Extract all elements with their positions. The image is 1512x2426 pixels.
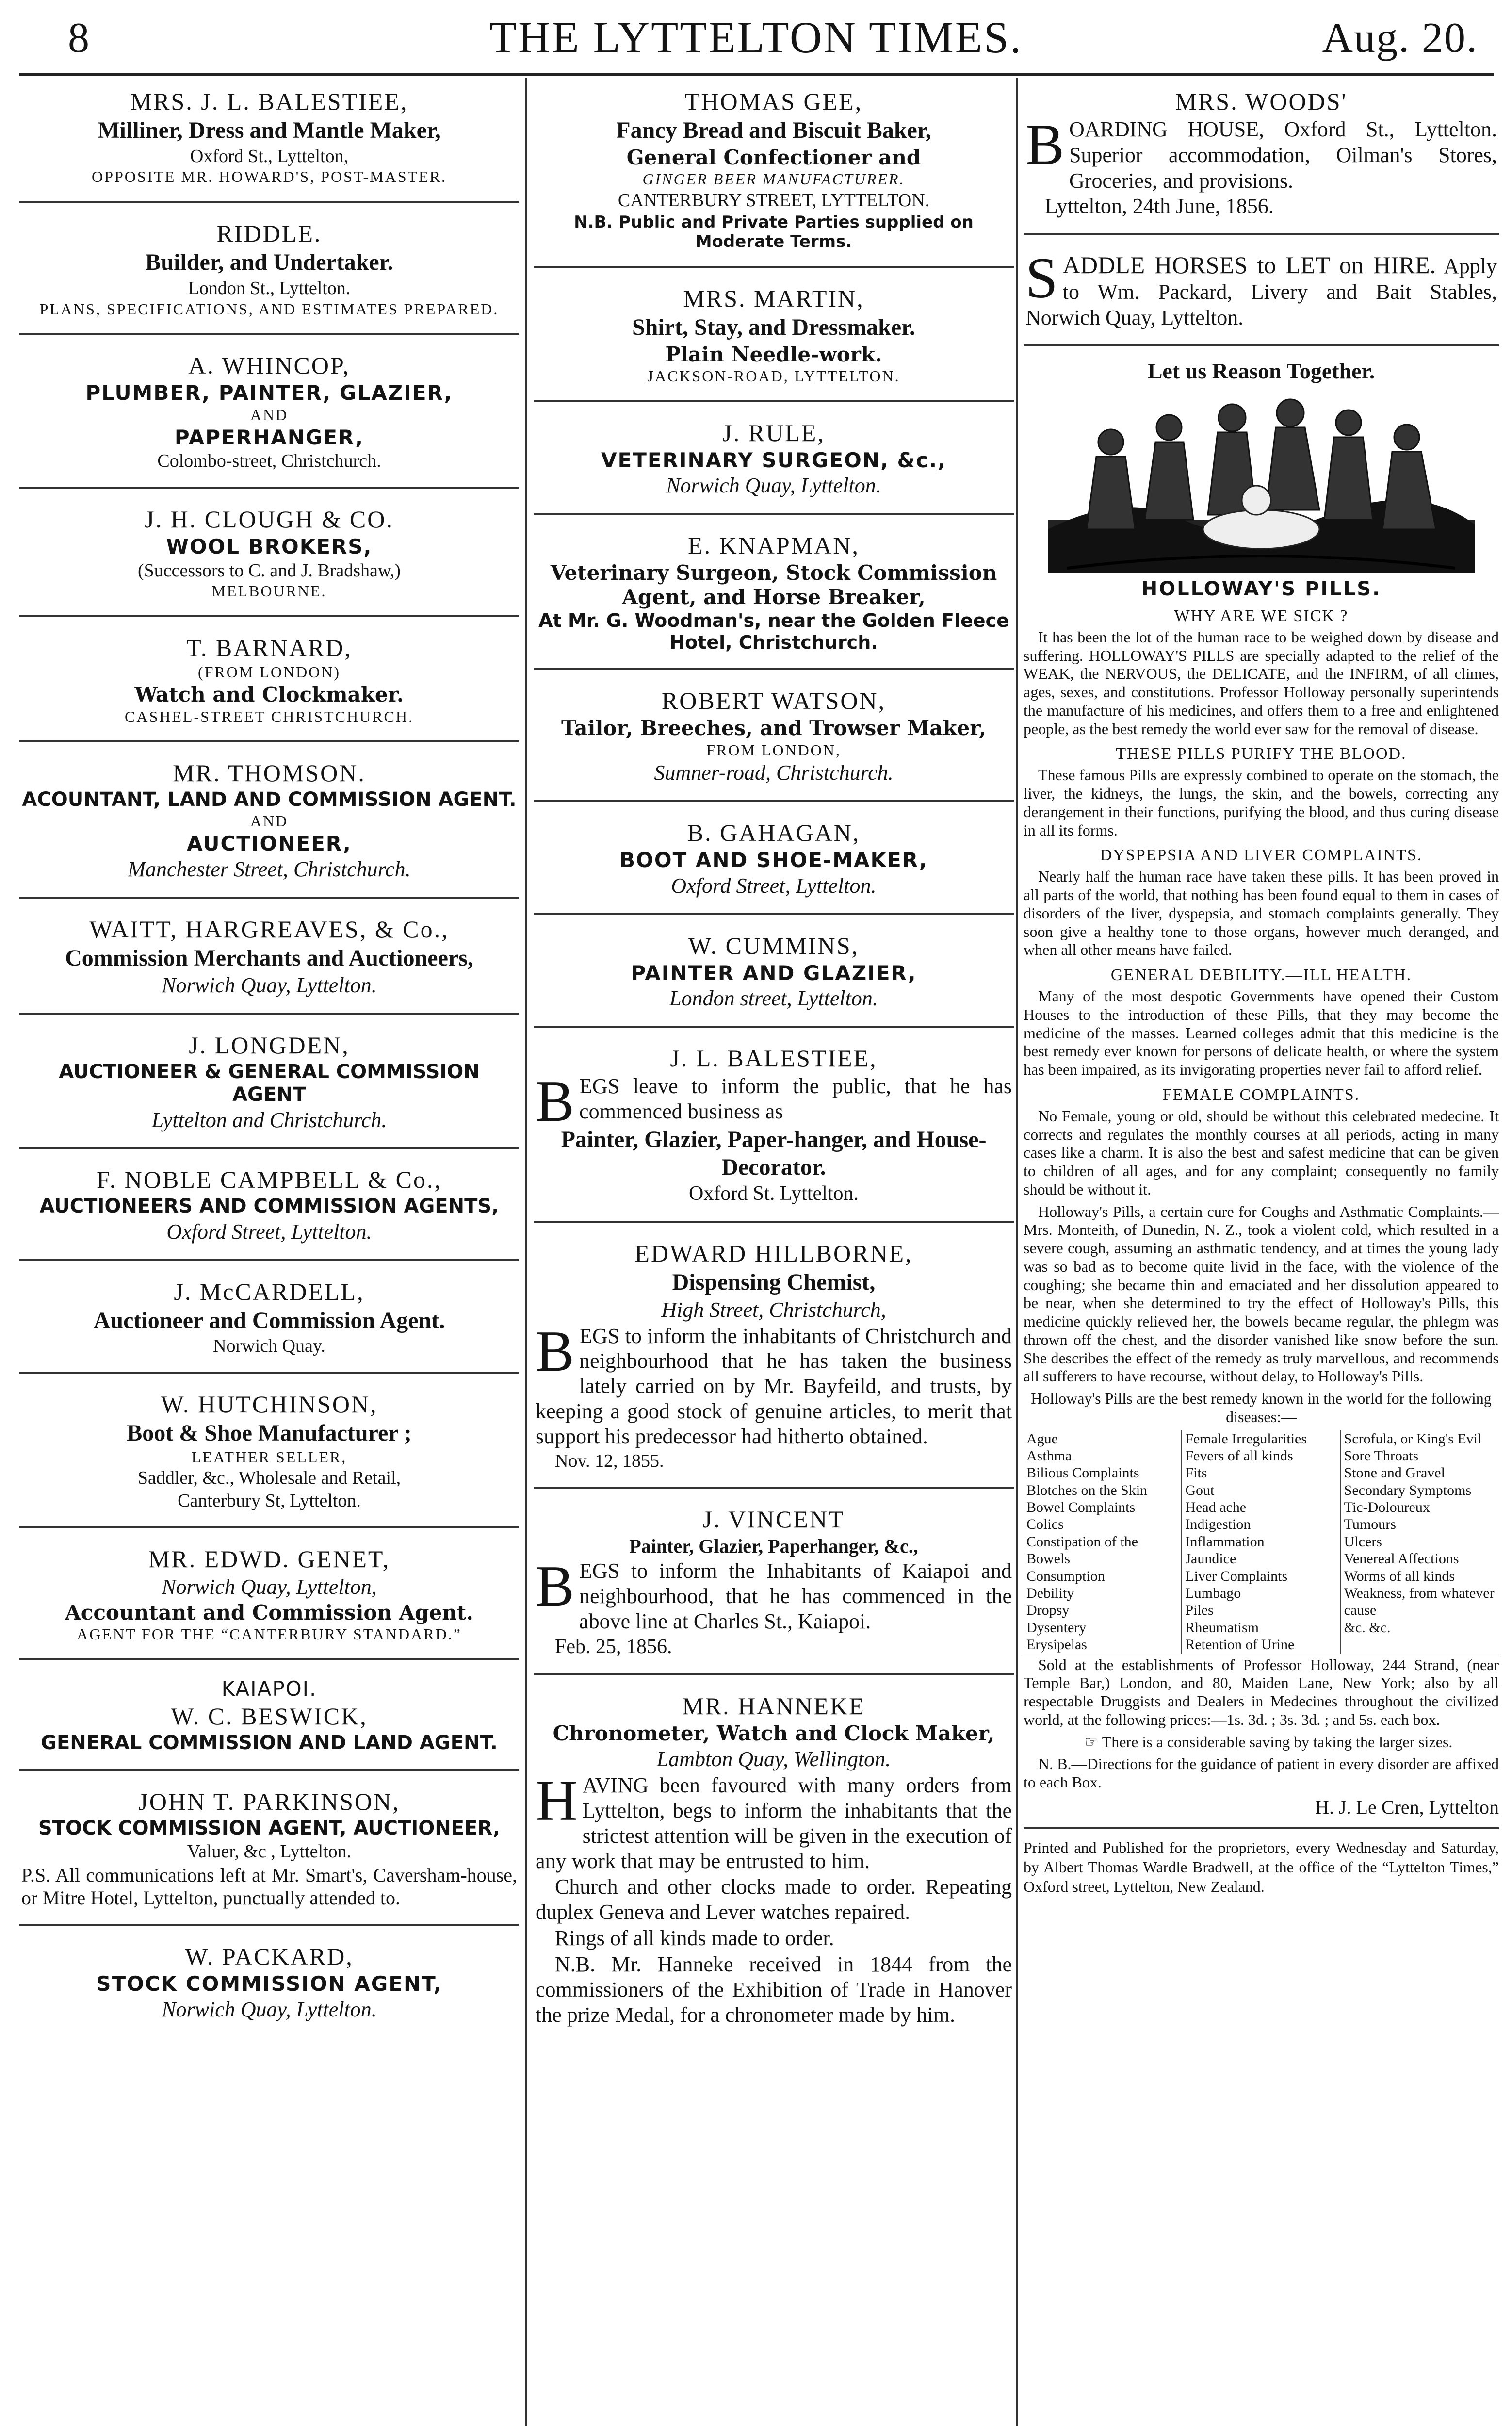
section-heading: DYSPEPSIA AND LIVER COMPLAINTS. [1100,846,1423,865]
advert-trade: Commission Merchants and Auctioneers, [65,945,473,971]
newspaper-title: THE LYTTELTON TIMES. [489,13,1023,62]
advert-name: RIDDLE. [216,220,322,247]
holloway-pills-advert [1024,358,1499,1819]
drop-cap: H [536,1768,578,1833]
list-item: Retention of Urine [1185,1637,1295,1653]
advert-and: AND [250,812,289,830]
paragraph: Holloway's Pills, a certain cure for Coughs and Asthmatic Complaints.—Mrs. Monteith, of Dunedin, N. Z., took a violent cold, which resulted in a severe cough, assuming an asthmatic tendency, and at times the young lady was so bad as to become quite livid in the face, with the violence of the coughing; she became thin and emaciated and her dissolution appeared to be near, when she determined to try the effect of Holloway's Pills, this medicine quickly relieved her, the bowels became regular, the phlegm was thrown off the chest, and the disorder vanished like snow before the sun. She describes the effect of the remedy as truly marvellous, and recommends all sufferers to have recourse, without delay, to Holloway's Pills. [1024,1202,1499,1385]
paragraph: Many of the most despotic Governments have opened their Custom Houses to the introduction of these Pills, that they may become the medicine of the masses. Learned colleges admit that this medicine is the best remedy ever known for persons of delicate health, or where the system has been impaired, as its invigorating properties never fail to afford relief. [1024,987,1499,1079]
advert-note: AGENT FOR THE “CANTERBURY STANDARD.” [77,1625,462,1643]
advert-barnard [19,629,519,742]
list-item: &c. &c. [1344,1619,1391,1636]
advert-title: HOLLOWAY'S PILLS. [1141,577,1382,600]
advert-name: J. VINCENT [702,1505,845,1533]
paragraph: No Female, young or old, should be without this celebrated medecine. It corrects and regulates the monthly courses at all periods, acting in many cases like a charm. It is also the best and safest medicine that can be given to children of all ages, and for any complaint; consequently no family should be without it. [1024,1107,1499,1198]
advert-body: N.B. Mr. Hanneke received in 1844 from the commissioners of the Exhibition of Trade in Hanover the prize Medal, for a chronometer made by him. [536,1952,1012,2027]
advert-address: At Mr. G. Woodman's, near the Golden Fleece Hotel, Christchurch. [538,610,1009,654]
paragraph: N. B.—Directions for the guidance of patient in every disorder are affixed to each Box. [1024,1755,1499,1791]
advert-saddle-horses [1024,246,1499,346]
printer-imprint: Printed and Published for the proprietors, every Wednesday and Saturday, by Albert Thomas Wardle Bradwell, at the office of the “Lyttelton Times,” Oxford street, Lyttelton, New Zealand. [1024,1827,1499,1896]
advert-note: (Successors to C. and J. Bradshaw,) [137,560,401,581]
drop-cap: B [536,1554,575,1619]
column-rule [525,78,527,2426]
advert-noble-campbell [19,1161,519,1261]
advert-note: N.B. Public and Private Parties supplied on Moderate Terms. [574,212,974,251]
paragraph: These famous Pills are expressly combined to operate on the stomach, the liver, the kidneys, the lungs, the skin, and the bowels, correcting any derangement in their functions, purifying the blood, and thus curing disease in all its forms. [1024,766,1499,839]
advert-trade: Painter, Glazier, Paperhanger, &c., [629,1535,918,1557]
advert-balestiee-painter [534,1039,1014,1223]
paragraph: Holloway's Pills are the best remedy known in the world for the following diseases:— [1031,1390,1492,1426]
advert-note: OPPOSITE MR. HOWARD'S, POST-MASTER. [92,168,447,186]
list-item: Asthma [1026,1447,1072,1464]
advert-trade: Painter, Glazier, Paper-hanger, and House-Decorator. [561,1127,987,1180]
advert-trade: STOCK COMMISSION AGENT, AUCTIONEER, [38,1817,501,1839]
advert-knapman [534,526,1014,670]
advert-address: Norwich Quay. [213,1336,325,1357]
advert-name: A. WHINCOP, [188,352,350,379]
advert-body: EGS to inform the inhabitants of Christchurch and neighbourhood that he has taken the business lately carried on by Mr. Bayfeild, and trusts, by keeping a good stock of genuine articles, to merit that support his predecessor had hitherto obtained. [536,1324,1012,1449]
list-item: Tic-Doloureux [1344,1499,1430,1516]
advert-trade: STOCK COMMISSION AGENT, [96,1972,442,1996]
drop-cap: B [536,1069,575,1134]
list-item: Fits [1185,1465,1207,1481]
list-item: Worms of all kinds [1344,1568,1455,1584]
advert-name: MR. EDWD. GENET, [148,1545,390,1573]
paragraph: Nearly half the human race have taken these pills. It has been proved in all parts of the world, that nothing has been found equal to them in cases of disorders of the liver, dyspepsia, and stomach complaints generally. They soon give a healthy tone to those organs, however much deranged, and when all other means have failed. [1024,868,1499,959]
advert-address: Canterbury St, Lyttelton. [178,1491,361,1511]
advert-address: Colombo-street, Christchurch. [157,451,381,472]
diseases-column [1341,1430,1499,1654]
advert-address: Norwich Quay, Lyttelton. [162,1997,377,2021]
diseases-column [1024,1430,1182,1654]
list-item: Bowel Complaints [1026,1499,1136,1516]
advert-signature: H. J. Le Cren, Lyttelton [1315,1796,1499,1818]
advert-trade: Auctioneer and Commission Agent. [93,1307,445,1333]
advert-body: Church and other clocks made to order. Repeating duplex Geneva and Lever watches repaired. [536,1875,1012,1924]
advert-mrs-woods [1024,82,1499,235]
advert-address: London St., Lyttelton. [188,278,351,298]
advert-thomas-gee [534,82,1014,268]
advert-name: J. L. BALESTIEE, [670,1045,878,1072]
list-item: Dysentery [1026,1619,1087,1636]
list-item: Jaundice [1185,1551,1236,1567]
advert-date: Lyttelton, 24th June, 1856. [1045,194,1274,218]
advert-address: Norwich Quay, Lyttelton. [666,474,881,498]
advert-name: E. KNAPMAN, [688,532,860,559]
advert-body: Apply to Wm. Packard, Livery and Bait Stables, Norwich Quay, Lyttelton. [1025,254,1497,329]
advert-name: J. LONGDEN, [189,1032,350,1059]
advert-trade: GINGER BEER MANUFACTURER. [642,170,905,188]
advert-address: Oxford Street, Lyttelton. [671,873,877,898]
section-heading: THESE PILLS PURIFY THE BLOOD. [1116,745,1407,763]
advert-address: Norwich Quay, Lyttelton, [162,1575,377,1599]
advert-trade: Builder, and Undertaker. [145,249,393,276]
list-item: Secondary Symptoms [1344,1482,1472,1498]
list-item: Scrofula, or King's Evil [1344,1430,1482,1447]
advert-gahagan [534,814,1014,915]
advert-trade: PLUMBER, PAINTER, GLAZIER, [85,381,453,405]
advert-beswick [19,1672,519,1771]
advert-name: T. BARNARD, [186,634,352,662]
diseases-column [1182,1430,1341,1654]
advert-trade: PAINTER AND GLAZIER, [631,961,917,985]
advert-name: THOMAS GEE, [684,88,863,115]
advert-note: PLANS, SPECIFICATIONS, AND ESTIMATES PREPARED. [39,300,499,318]
advert-mccardell [19,1273,519,1374]
list-item: Bilious Complaints [1026,1465,1139,1481]
advert-trade: Chronometer, Watch and Clock Maker, [553,1721,995,1746]
column-2 [534,82,1014,2426]
advert-date: Nov. 12, 1855. [555,1451,664,1472]
list-item: Fevers of all kinds [1185,1447,1293,1464]
list-item: Gout [1185,1482,1215,1498]
advert-body: EGS leave to inform the public, that he has commenced business as [579,1074,1012,1124]
advert-body: AVING been favoured with many orders from Lyttelton, begs to inform the inhabitants that the strictest attention will be given in the execution of any work that may be entrusted to him. [536,1773,1012,1873]
advert-trade: Shirt, Stay, and Dressmaker. [632,314,916,340]
advert-name: WAITT, HARGREAVES, & Co., [89,915,449,943]
advert-address: CANTERBURY STREET, LYTTELTON. [618,190,930,211]
advert-trade: Fancy Bread and Biscuit Baker, [616,117,931,143]
advert-name: MRS. J. L. BALESTIEE, [130,88,408,115]
advert-trade: Plain Needle-work. [665,342,882,366]
advert-trade: Watch and Clockmaker. [134,682,404,706]
engraving-illustration [1024,384,1499,578]
section-heading: FEMALE COMPLAINTS. [1162,1085,1360,1104]
list-item: Venereal Affections [1344,1551,1459,1567]
advert-address: Lyttelton and Christchurch. [151,1108,387,1132]
advert-name: JOHN T. PARKINSON, [138,1787,400,1815]
paragraph: Sold at the establishments of Professor Holloway, 244 Strand, (near Temple Bar,) London, and 80, Maiden Lane, New York; also by all respectable Druggists and Dealers in Medecines throughout the civilized world, at the following prices:—1s. 3d. ; 3s. 3d. ; and 5s. each box. [1024,1656,1499,1728]
list-item: Sore Throats [1344,1447,1419,1464]
advert-trade: ACOUNTANT, LAND AND COMMISSION AGENT. [22,788,517,811]
advert-note: LEATHER SELLER, [191,1448,347,1466]
advert-trade: Boot & Shoe Manufacturer ; [127,1420,412,1446]
advert-trade: AUCTIONEER, [187,832,352,856]
issue-date: Aug. 20. [1322,15,1478,62]
advert-address: Valuer, &c , Lyttelton. [187,1841,352,1862]
list-item: Tumours [1344,1516,1396,1533]
advert-waitt-hargreaves [19,910,519,1015]
list-item: Lumbago [1185,1585,1241,1602]
advert-trade: Milliner, Dress and Mantle Maker, [98,117,441,143]
section-heading: GENERAL DEBILITY.—ILL HEALTH. [1110,966,1412,984]
advert-name: J. McCARDELL, [174,1278,365,1305]
advert-address: Lambton Quay, Wellington. [656,1747,891,1771]
advert-thomson [19,754,519,898]
advert-trade: BOOT AND SHOE-MAKER, [619,848,928,872]
list-item: Head ache [1185,1499,1247,1516]
advert-clough [19,500,519,617]
column-1 [19,82,519,2426]
advert-name: F. NOBLE CAMPBELL & Co., [96,1166,442,1194]
column-3 [1024,82,1499,2426]
advert-hutchinson [19,1385,519,1528]
advert-packard [19,1937,519,2036]
advert-trade: General Confectioner and [626,145,921,169]
advert-riddle [19,214,519,335]
advert-place: KAIAPOI. [221,1677,317,1701]
advert-and: AND [250,406,289,424]
advert-body: OARDING HOUSE, Oxford St., Lyttelton. Superior accommodation, Oilman's Stores, Groceries, and provisions. [1069,117,1497,193]
list-item: Indigestion [1185,1516,1251,1533]
advert-note: P.S. All communications left at Mr. Smart's, Caversham-house, or Mitre Hotel, Lyttelton, punctually attended to. [21,1864,517,1909]
advert-address: Oxford St. Lyttelton. [689,1182,859,1205]
list-item: Piles [1185,1602,1214,1619]
list-item: Consumption [1026,1568,1105,1584]
advert-mrs-martin [534,279,1014,402]
advert-name: MRS. WOODS' [1175,88,1348,115]
list-item: Stone and Gravel [1344,1465,1445,1481]
advert-name: W. PACKARD, [185,1943,354,1970]
advert-address: Sumner-road, Christchurch. [654,761,894,785]
advert-genet [19,1540,519,1660]
diseases-table [1024,1430,1499,1654]
advert-name: ROBERT WATSON, [661,687,886,715]
drop-cap: B [1025,112,1065,177]
advert-address: MELBOURNE. [211,582,327,600]
advert-trade: WOOL BROKERS, [166,535,373,559]
advert-name: J. H. CLOUGH & CO. [145,506,394,533]
advert-note: Saddler, &c., Wholesale and Retail, [137,1468,401,1489]
advert-trade: AUCTIONEERS AND COMMISSION AGENTS, [39,1195,499,1218]
advert-address: JACKSON-ROAD, LYTTELTON. [647,367,900,385]
advert-parkinson [19,1783,519,1926]
advert-trade: Dispensing Chemist, [672,1269,876,1295]
advert-address: Oxford St., Lyttelton, [190,146,349,166]
advert-name: MRS. MARTIN, [683,284,864,312]
list-item: Rheumatism [1185,1619,1259,1636]
list-item: Dropsy [1026,1602,1070,1619]
column-rule [1016,78,1018,2426]
advert-address: London street, Lyttelton. [669,986,878,1011]
advert-date: Feb. 25, 1856. [555,1635,672,1658]
list-item: Erysipelas [1026,1637,1087,1653]
page-number: 8 [68,15,89,62]
advert-robert-watson [534,682,1014,802]
list-item: Colics [1026,1516,1064,1533]
advert-address: Manchester Street, Christchurch. [128,857,411,881]
list-item: Blotches on the Skin [1026,1482,1148,1498]
masthead-rule [19,73,1494,76]
list-item: Liver Complaints [1185,1568,1288,1584]
advert-note: FROM LONDON, [706,741,841,759]
advert-longden [19,1026,519,1149]
advert-hillborne [534,1234,1014,1489]
advert-trade: Accountant and Commission Agent. [65,1600,473,1624]
advert-body: EGS to inform the Inhabitants of Kaiapoi and neighbourhood, that he has commenced in the above line at Charles St., Kaiapoi. [579,1559,1012,1633]
advert-rule [534,414,1014,515]
advert-name: MR. HANNEKE [682,1692,865,1720]
advert-heading: ADDLE HORSES to LET on HIRE. [1062,251,1436,279]
section-heading: WHY ARE WE SICK ? [1174,606,1349,625]
advert-name: EDWARD HILLBORNE, [634,1240,913,1267]
advert-heading: Let us Reason Together. [1147,358,1375,383]
advert-vincent [534,1500,1014,1675]
advert-name: W. HUTCHINSON, [161,1391,378,1418]
advert-address: High Street, Christchurch, [661,1297,886,1322]
advert-hanneke [534,1687,1014,2042]
advert-trade: PAPERHANGER, [174,425,364,449]
list-item: Debility [1026,1585,1074,1602]
advert-name: B. GAHAGAN, [687,819,861,847]
advert-trade: Tailor, Breeches, and Trowser Maker, [561,716,987,740]
advert-trade: VETERINARY SURGEON, &c., [601,448,946,472]
masthead [15,9,1497,72]
list-item: Weakness, from whatever cause [1344,1585,1495,1619]
list-item: Ulcers [1344,1533,1382,1550]
advert-address: Oxford Street, Lyttelton. [166,1219,372,1244]
drop-cap: B [536,1318,575,1383]
advert-trade: Veterinary Surgeon, Stock Commission Agent, and Horse Breaker, [550,561,997,609]
list-item: Inflammation [1185,1533,1265,1550]
advert-cummins [534,927,1014,1028]
drop-cap: S [1025,246,1058,311]
advert-name: W. C. BESWICK, [171,1702,368,1730]
advert-whincop [19,346,519,489]
list-item: Female Irregularities [1185,1430,1307,1447]
paragraph: ☞ There is a considerable saving by taking the larger sizes. [1084,1733,1453,1751]
list-item: Ague [1026,1430,1058,1447]
advert-address: CASHEL-STREET CHRISTCHURCH. [124,707,414,725]
advert-name: J. RULE, [722,419,825,446]
advert-note: (FROM LONDON) [197,663,341,681]
advert-body: Rings of all kinds made to order. [555,1926,834,1951]
advert-trade: AUCTIONEER & GENERAL COMMISSION AGENT [59,1061,480,1106]
advert-trade: GENERAL COMMISSION AND LAND AGENT. [41,1731,498,1754]
advert-address: Norwich Quay, Lyttelton. [162,973,377,998]
list-item: Constipation of the Bowels [1026,1533,1138,1567]
advert-balestiee-milliner [19,82,519,203]
advert-name: MR. THOMSON. [173,759,366,787]
paragraph: It has been the lot of the human race to be weighed down by disease and suffering. HOLLOWAY'S PILLS are specially adapted to the relief of the WEAK, the NERVOUS, the DELICATE, and the INFIRM, of all climes, ages, sexes, and constitutions. Professor Holloway personally superintends the manufacture of his medicines, and offers them to a free and enlightened people, as the best remedy the world ever saw for the removal of disease. [1024,628,1499,738]
advert-name: W. CUMMINS, [688,932,860,959]
